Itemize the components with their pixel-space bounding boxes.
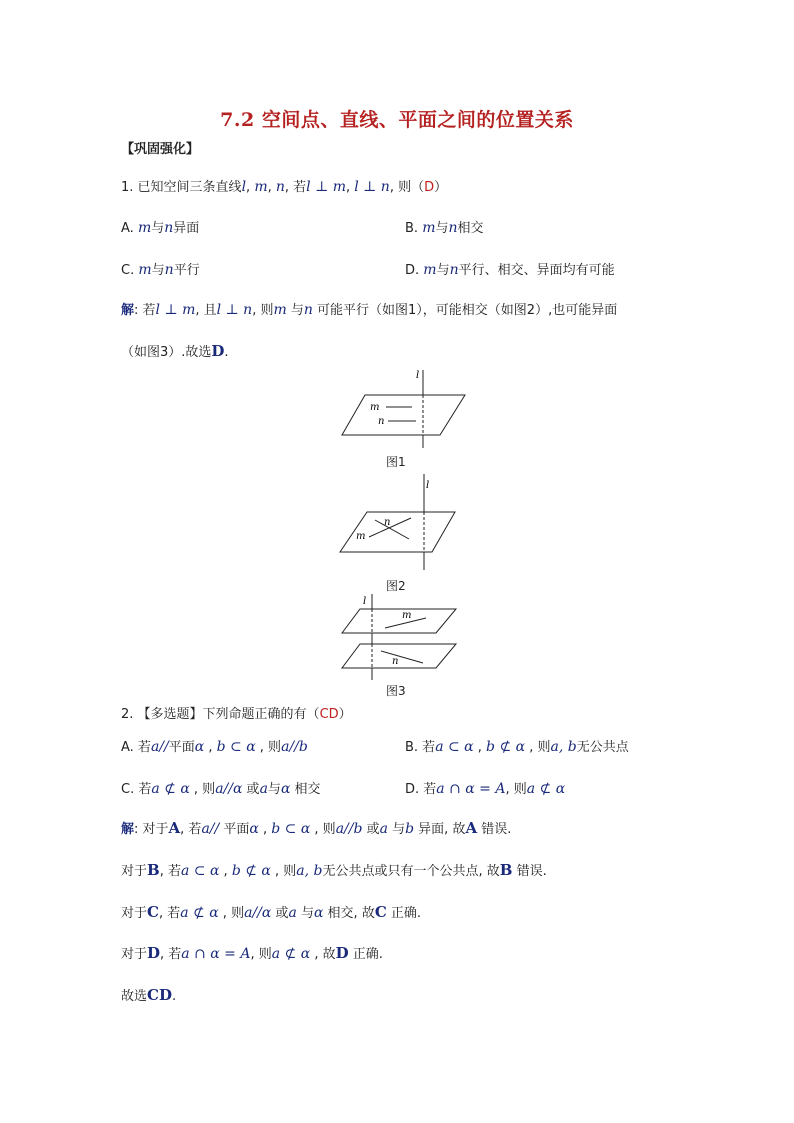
solution-label: 解 [121, 303, 135, 318]
math-rel: l ⊥ m [306, 179, 346, 195]
math-expr: a ∩ α = A [436, 781, 506, 797]
solution-text: 平面 [219, 822, 250, 837]
math-expr: α [313, 905, 324, 921]
label-n: n [392, 656, 399, 667]
sep: , [345, 180, 355, 195]
solution-text: 故选 [121, 989, 148, 1004]
math-expr: a [259, 781, 268, 797]
solution-text: , 则 [310, 822, 336, 837]
q2-solution-line3 [121, 902, 421, 921]
option-ref: C [147, 903, 159, 921]
option-text: 与 [435, 221, 449, 236]
solution-text: 对于 [121, 906, 148, 921]
option-text: , [473, 740, 487, 755]
math-n: n [448, 220, 458, 236]
q1-stem [121, 176, 447, 195]
solution-answer: D [211, 342, 225, 360]
solution-text: 或 [271, 906, 289, 921]
solution-text: , [219, 864, 232, 879]
bracket-close: ） [338, 707, 352, 722]
q1-option-d [405, 259, 615, 278]
plane-top [342, 609, 456, 633]
math-m: m [423, 262, 437, 278]
option-label: B. 若 [405, 740, 436, 755]
math-rel: l ⊥ n [354, 179, 390, 195]
q2-option-c [121, 778, 321, 797]
option-text: 相交 [457, 221, 484, 236]
option-text: , [204, 740, 217, 755]
q2-solution-line4 [121, 943, 383, 962]
q2-stem-text: 【多选题】下列命题正确的有（ [137, 707, 320, 722]
math-expr: α [194, 739, 205, 755]
math-expr: b ⊂ α [216, 739, 256, 755]
solution-text: 无公共点或只有一个公共点, 故 [322, 864, 500, 879]
q2-option-b [405, 736, 629, 755]
solution-label: 解 [121, 822, 135, 837]
solution-text: , 且 [195, 303, 217, 318]
line-n [381, 651, 423, 663]
solution-text: 可能平行（如图1），可能相交（如图2）,也可能异面 [312, 303, 618, 318]
math-m: m [254, 179, 268, 195]
q1-answer: D [424, 180, 435, 195]
figure-3 [338, 592, 463, 682]
q1-solution-line2 [121, 341, 229, 360]
option-text: , 则 [189, 782, 216, 797]
solution-text: , 若 [180, 822, 202, 837]
solution-text: , [258, 822, 272, 837]
math-expr: b ⊄ α [231, 863, 271, 879]
q2-option-d [405, 778, 565, 797]
q1-option-b [405, 217, 484, 236]
q1-stem-text: 已知空间三条直线 [137, 180, 242, 195]
math-expr: a ⊂ α [435, 739, 474, 755]
solution-text: : 若 [134, 303, 156, 318]
solution-text: , 则 [250, 947, 272, 962]
option-text: 异面 [173, 221, 200, 236]
math-n: n [275, 179, 285, 195]
option-text: 无公共点 [576, 740, 629, 755]
math-expr: a ⊄ α [526, 781, 566, 797]
bracket-open: , 则（ [389, 180, 425, 195]
solution-text: 与 [387, 822, 406, 837]
figure-1-caption: 图1 [386, 455, 406, 469]
plane [342, 395, 465, 435]
option-text: 与 [151, 263, 165, 278]
solution-text: 与 [286, 303, 304, 318]
figure-2 [335, 472, 460, 572]
option-ref: A [168, 819, 181, 837]
option-text: , 则 [505, 782, 527, 797]
q2-option-a [121, 736, 308, 755]
option-label: C. 若 [121, 782, 152, 797]
option-label: A. 若 [121, 740, 151, 755]
math-expr: a ⊄ α [151, 781, 190, 797]
figure-2-caption: 图2 [386, 579, 406, 593]
solution-text: 相交, 故 [323, 906, 375, 921]
math-expr: a ⊂ α [180, 863, 220, 879]
solution-answer: CD [147, 986, 172, 1004]
solution-text: , 故 [310, 947, 336, 962]
q1-option-a [121, 217, 199, 236]
math-n: n [164, 220, 174, 236]
math-m: m [137, 220, 152, 236]
math-m: m [138, 262, 152, 278]
solution-text: . [224, 345, 229, 360]
label-l: l [426, 480, 430, 491]
label-n: n [378, 416, 385, 427]
option-ref: C [374, 903, 387, 921]
option-text: 平面 [168, 740, 195, 755]
solution-text: 错误. [512, 864, 547, 879]
label-n: n [384, 517, 391, 528]
solution-text: , 则 [270, 864, 297, 879]
solution-text: : 对于 [134, 822, 169, 837]
figure-3-caption: 图3 [386, 684, 406, 698]
math-n: n [164, 262, 174, 278]
math-expr: a// [150, 739, 169, 755]
sep: , [267, 180, 276, 195]
option-label: B. [405, 221, 419, 236]
q2-solution-line1 [121, 818, 511, 837]
math-expr: b [405, 821, 415, 837]
math-expr: a [288, 905, 297, 921]
sep: , 若 [284, 180, 307, 195]
solution-text: , 若 [158, 906, 181, 921]
q2-solution-line2 [121, 860, 547, 879]
option-label: D. [405, 263, 420, 278]
math-expr: a ⊄ α [271, 946, 311, 962]
option-label: D. 若 [405, 782, 437, 797]
math-expr: a//b [335, 821, 363, 837]
math-expr: b ⊄ α [486, 739, 526, 755]
math-expr: a// [201, 821, 220, 837]
option-ref: D [147, 944, 161, 962]
math-expr: a, b [296, 863, 323, 879]
solution-text: , 若 [160, 947, 182, 962]
solution-text: 对于 [121, 947, 148, 962]
option-text: 相交 [290, 782, 321, 797]
math-expr: a [379, 821, 388, 837]
math-expr: a//α [244, 905, 272, 921]
option-ref: B [499, 861, 513, 879]
label-m: m [402, 610, 412, 621]
option-label: A. [121, 221, 134, 236]
page-title: 7.2 空间点、直线、平面之间的位置关系 [220, 109, 574, 131]
label-m: m [370, 402, 380, 413]
label-m: m [356, 531, 366, 542]
q2-stem [121, 703, 352, 722]
math-rel: l ⊥ n [216, 302, 253, 318]
option-text: , 则 [255, 740, 282, 755]
solution-text: 异面, 故 [414, 822, 466, 837]
math-l: l [241, 179, 247, 195]
option-ref: D [335, 944, 349, 962]
option-text: , 则 [525, 740, 551, 755]
solution-text: , 若 [159, 864, 181, 879]
option-text: 与 [436, 263, 450, 278]
q2-final-answer [121, 985, 176, 1004]
solution-text: . [171, 989, 177, 1004]
option-text: 与 [151, 221, 165, 236]
solution-text: （如图3）.故选 [121, 345, 212, 360]
section-heading: 【巩固强化】 [121, 142, 200, 157]
math-m: m [422, 220, 436, 236]
solution-text: 对于 [121, 864, 148, 879]
q1-number: 1. [121, 180, 134, 195]
option-ref: A [465, 819, 478, 837]
q1-option-c [121, 259, 200, 278]
solution-text: , 则 [218, 906, 245, 921]
solution-text: 与 [296, 906, 314, 921]
solution-text: 正确. [348, 947, 383, 962]
solution-text: 错误. [477, 822, 512, 837]
label-l: l [363, 596, 367, 607]
math-expr: a ∩ α = A [181, 946, 251, 962]
math-rel: l ⊥ m [155, 302, 196, 318]
math-expr: α [249, 821, 259, 837]
solution-text: , 则 [252, 303, 274, 318]
math-expr: a, b [550, 739, 577, 755]
math-expr: a ⊄ α [180, 905, 219, 921]
q2-answer: CD [319, 707, 339, 722]
math-m: m [273, 302, 287, 318]
math-n: n [449, 262, 459, 278]
solution-text: 正确. [386, 906, 422, 921]
figure-1 [330, 365, 470, 450]
option-text: 或 [242, 782, 260, 797]
math-expr: a//α [215, 781, 243, 797]
q2-number: 2. [121, 707, 134, 722]
option-text: 与 [267, 782, 281, 797]
math-n: n [303, 302, 313, 318]
math-expr: b ⊂ α [271, 821, 311, 837]
sep: , [246, 180, 255, 195]
math-expr: α [280, 781, 291, 797]
bracket-close: ） [434, 180, 448, 195]
q1-solution-line1 [121, 299, 617, 318]
option-label: C. [121, 263, 135, 278]
label-l: l [416, 370, 420, 381]
option-ref: B [147, 861, 160, 879]
solution-text: 或 [362, 822, 380, 837]
option-text: 平行 [173, 263, 200, 278]
line-n [375, 520, 409, 539]
option-text: 平行、相交、异面均有可能 [458, 263, 615, 278]
math-expr: a//b [281, 739, 308, 755]
